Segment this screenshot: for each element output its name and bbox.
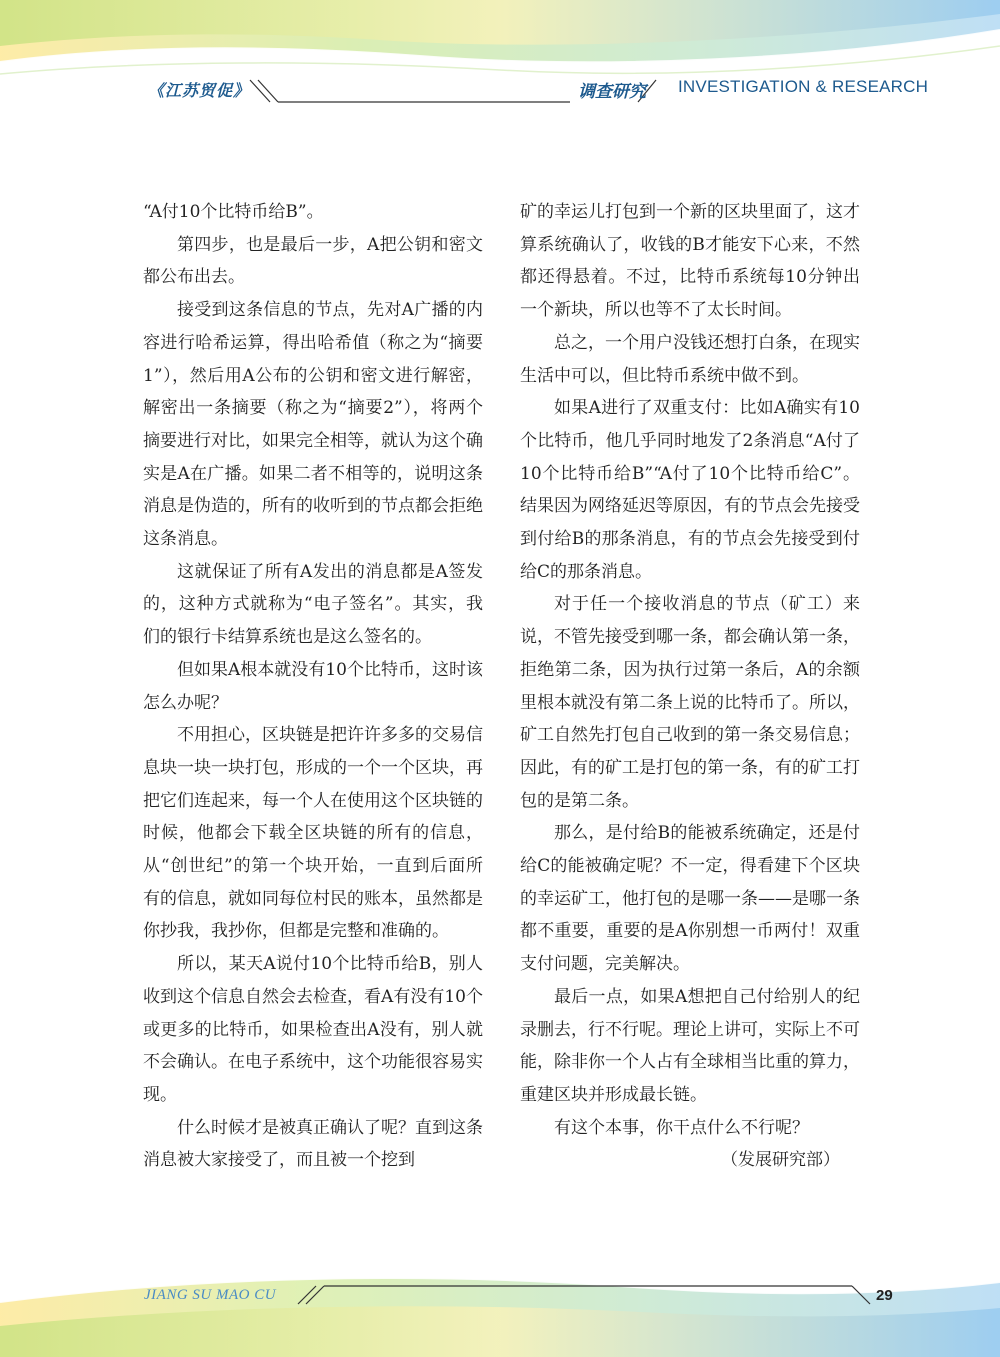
paragraph: 那么，是付给B的能被系统确定，还是付给C的能被确定呢？不一定，得看建下个区块的幸运矿工，他打包的是哪一条——是哪一条都不重要，重要的是A你别想一币两付！双重支付问题，完美解决。 [520, 823, 860, 975]
footer-journal-name: JIANG SU MAO CU [144, 1287, 277, 1303]
paragraph: 矿的幸运儿打包到一个新的区块里面了，这才算系统确认了，收钱的B才能安下心来，不然都还得悬着。不过，比特币系统每10分钟出一个新块，所以也等不了太长时间。 [520, 202, 860, 321]
article-right-column [520, 196, 860, 1177]
page-number: 29 [876, 1287, 893, 1304]
author-signature: （发展研究部） [721, 1150, 840, 1171]
footer-rule-line [296, 1284, 872, 1306]
paragraph: 有这个本事，你干点什么不行呢？ [554, 1117, 809, 1138]
paragraph: 这就保证了所有A发出的消息都是A签发的，这种方式就称为“电子签名”。其实，我们的银行卡结算系统也是这么签名的。 [143, 561, 483, 648]
paragraph: 最后一点，如果A想把自己付给别人的纪录删去，行不行呢。理论上讲可，实际上不可能，除非你一个人占有全球相当比重的算力，重建区块并形成最长链。 [520, 986, 860, 1105]
section-title-en: INVESTIGATION & RESEARCH [678, 77, 929, 96]
paragraph: 但如果A根本就没有10个比特币，这时该怎么办呢？ [143, 659, 483, 713]
paragraph: 什么时候才是被真正确认了呢？直到这条消息被大家接受了，而且被一个挖到 [143, 1117, 483, 1171]
paragraph: 第四步，也是最后一步，A把公钥和密文都公布出去。 [143, 234, 483, 288]
paragraph: 接受到这条信息的节点，先对A广播的内容进行哈希运算，得出哈希值（称之为“摘要1”），然后用A公布的公钥和密文进行解密，解密出一条摘要（称之为“摘要2”），将两个摘要进行对比，如果完全相等，就认为这个确实是A在广播。如果二者不相等的，说明这条消息是伪造的，所有的收听到的节点都会拒绝这条消息。 [143, 300, 483, 550]
section-title-cn: 调查研究 [578, 82, 646, 102]
paragraph: 不用担心，区块链是把许许多多的交易信息块一块一块打包，形成的一个一个区块，再把它们连起来，每一个人在使用这个区块链的时候，他都会下载全区块链的所有的信息，从“创世纪”的第一个块开始，一直到后面所有的信息，就如同每位村民的账本，虽然都是你抄我，我抄你，但都是完整和准确的。 [143, 725, 483, 942]
paragraph: 总之，一个用户没钱还想打白条，在现实生活中可以，但比特币系统中做不到。 [520, 332, 860, 386]
paragraph: “A付10个比特币给B”。 [143, 202, 324, 222]
article-left-column [143, 196, 483, 1177]
paragraph: 所以，某天A说付10个比特币给B，别人收到这个信息自然会去检查，看A有没有10个或更多的比特币，如果检查出A没有，别人就不会确认。在电子系统中，这个功能很容易实现。 [143, 954, 483, 1105]
paragraph: 对于任一个接收消息的节点（矿工）来说，不管先接受到哪一条，都会确认第一条，拒绝第二条，因为执行过第一条后，A的余额里根本就没有第二条上说的比特币了。所以，矿工自然先打包自己收到的第一条交易信息；因此，有的矿工是打包的第一条，有的矿工打包的是第二条。 [520, 594, 860, 811]
paragraph: 如果A进行了双重支付：比如A确实有10个比特币，他几乎同时地发了2条消息“A付了10个比特币给B”“A付了10个比特币给C”。结果因为网络延迟等原因，有的节点会先接受到付给B的那条消息，有的节点会先接受到付给C的那条消息。 [520, 398, 860, 582]
journal-name: 《江苏贸促》 [148, 81, 251, 100]
